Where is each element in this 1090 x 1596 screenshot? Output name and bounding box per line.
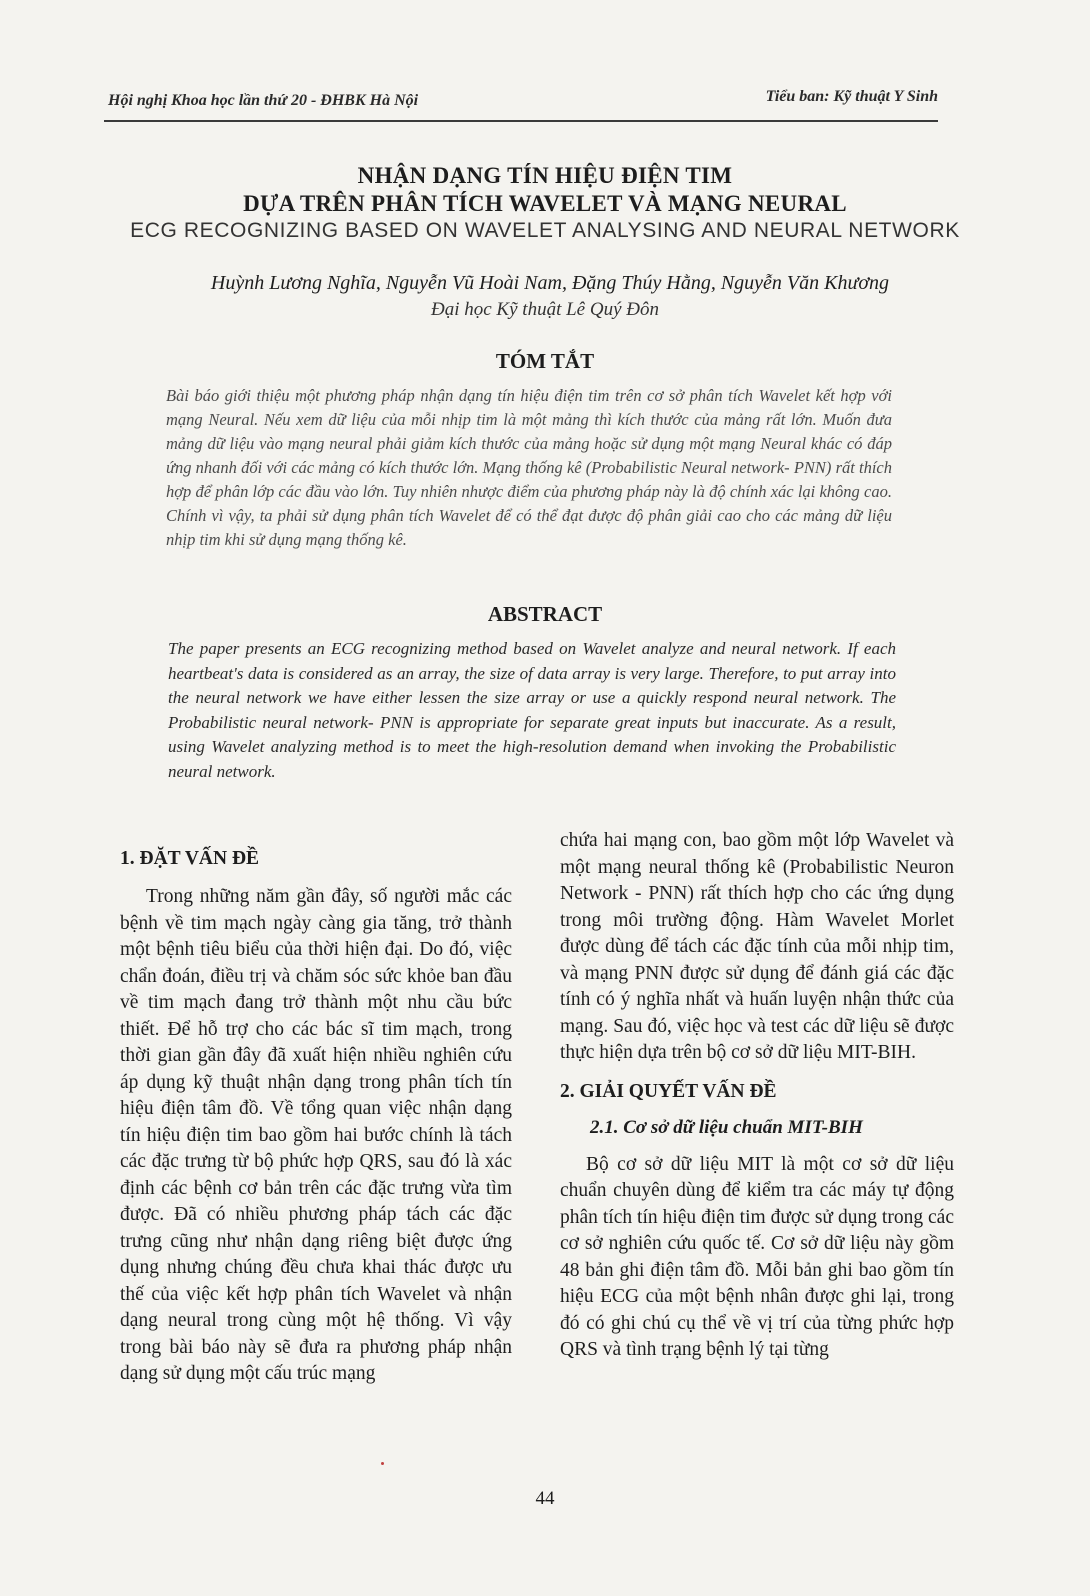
section-2-heading: 2. GIẢI QUYẾT VẤN ĐỀ <box>560 1080 777 1102</box>
abstract-heading: ABSTRACT <box>487 602 603 626</box>
authors: Huỳnh Lương Nghĩa, Nguyễn Vũ Hoài Nam, Đặng Thúy Hằng, Nguyễn Văn Khương <box>210 272 890 294</box>
right-column <box>560 828 954 1364</box>
section-1-heading: 1. ĐẶT VẤN ĐỀ <box>120 848 260 869</box>
title-block <box>100 162 990 244</box>
left-column <box>120 848 512 1388</box>
summary-text: Bài báo giới thiệu một phương pháp nhận dạng tín hiệu điện tim trên cơ sở phân tích Wavelet kết hợp với mạng Neural. Nếu xem dữ liệu của mỗi nhịp tim là một mảng thì kích thước của mảng rất lớn. Muốn đưa mảng dữ liệu vào mạng neural phải giảm kích thước của mảng hoặc sử dụng một mạng Neural khác có đáp ứng nhanh đối với các mảng có kích thước lớn. Mạng thống kê (Probabilistic Neural network- PNN) rất thích hợp để phân lớp các đầu vào lớn. Tuy nhiên nhược điểm của phương pháp này là độ chính xác lại không cao. Chính vì vậy, ta phải sử dụng phân tích Wavelet để có thể đạt được độ phân giải cao cho các mảng dữ liệu nhịp tim khi sử dụng mạng thống kê. <box>166 386 892 549</box>
section-2-1-paragraph: Bộ cơ sở dữ liệu MIT là một cơ sở dữ liệu chuẩn chuyên dùng để kiểm tra các máy tự động phân tích tín hiệu điện tim được sử dụng trong các cơ sở nghiên cứu quốc tế. Cơ sở dữ liệu này gồm 48 bản ghi điện tâm đồ. Mỗi bản ghi bao gồm tín hiệu ECG của một bệnh nhân được ghi lại, trong đó có ghi chú cụ thể về vị trí của từng phức hợp QRS và tình trạng bệnh lý tại từng <box>560 1153 954 1360</box>
affiliation: Đại học Kỹ thuật Lê Quý Đôn <box>431 299 659 320</box>
section-2-1-heading: 2.1. Cơ sở dữ liệu chuẩn MIT-BIH <box>590 1117 863 1138</box>
abstract-text: The paper presents an ECG recognizing method based on Wavelet analyze and neural network. If each heartbeat's data is considered as an array, the size of data array is very large. Therefore, to put array into the neural network we have either lessen the size array or use a quickly respond neural network. The Probabilistic neural network- PNN is appropriate for separate great inputs but inaccurate. As a result, using Wavelet analyzing method is to meet the high-resolution demand when invoking the Probabilistic neural network. <box>168 639 896 781</box>
title-vn-line-2: DỰA TRÊN PHÂN TÍCH WAVELET VÀ MẠNG NEURAL <box>243 191 847 216</box>
title-vn-line-1: NHẬN DẠNG TÍN HIỆU ĐIỆN TIM <box>357 163 733 188</box>
summary-heading: TÓM TẮT <box>495 349 595 373</box>
title-en: ECG RECOGNIZING BASED ON WAVELET ANALYSING AND NEURAL NETWORK <box>130 219 960 242</box>
running-header-right: Tiểu ban: Kỹ thuật Y Sinh <box>765 88 938 105</box>
section-1-paragraph: Trong những năm gần đây, số người mắc các bệnh về tim mạch ngày càng gia tăng, trở thành một bệnh tiêu biểu của thời hiện đại. Do đó, việc chẩn đoán, điều trị và chăm sóc sức khỏe ban đầu về tim mạch đang trở thành một nhu cầu bức thiết. Để hỗ trợ cho các bác sĩ tim mạch, trong thời gian gần đây đã xuất hiện nhiều nghiên cứu áp dụng kỹ thuật nhận dạng trong phân tích tín hiệu điện tâm đồ. Về tổng quan việc nhận dạng tín hiệu điện tim bao gồm hai bước chính là tách các đặc trưng từ bộ phức hợp QRS, sau đó là xác định các bệnh cơ bản trên các đặc trưng vừa tìm được. Đã có nhiều phương pháp tách các đặc trưng cũng như nhận dạng riêng biệt được ứng dụng nhưng chúng đều chưa khai thác được ưu thế của việc kết hợp phân tích Wavelet và nhận dạng neural trong cùng một hệ thống. Vì vậy trong bài báo này sẽ đưa ra phương pháp nhận dạng sử dụng một cấu trúc mạng <box>120 886 512 1384</box>
header-rule <box>104 120 938 122</box>
page-number: 44 <box>535 1488 555 1509</box>
running-header-left: Hội nghị Khoa học lần thứ 20 - ĐHBK Hà Nội <box>108 92 419 109</box>
section-1-continuation: chứa hai mạng con, bao gồm một lớp Wavelet và một mạng neural thống kê (Probabilistic Neuron Network - PNN) rất thích hợp cho các ứng dụng trong môi trường động. Hàm Wavelet Morlet được dùng để tách các đặc tính của mỗi nhịp tim, và mạng PNN được sử dụng để đánh giá các đặc tính có ý nghĩa nhất và huấn luyện nhận thức của mạng. Sau đó, việc học và test các dữ liệu sẽ được thực hiện dựa trên bộ cơ sở dữ liệu MIT-BIH. <box>560 830 954 1063</box>
scan-speck <box>381 1462 384 1465</box>
